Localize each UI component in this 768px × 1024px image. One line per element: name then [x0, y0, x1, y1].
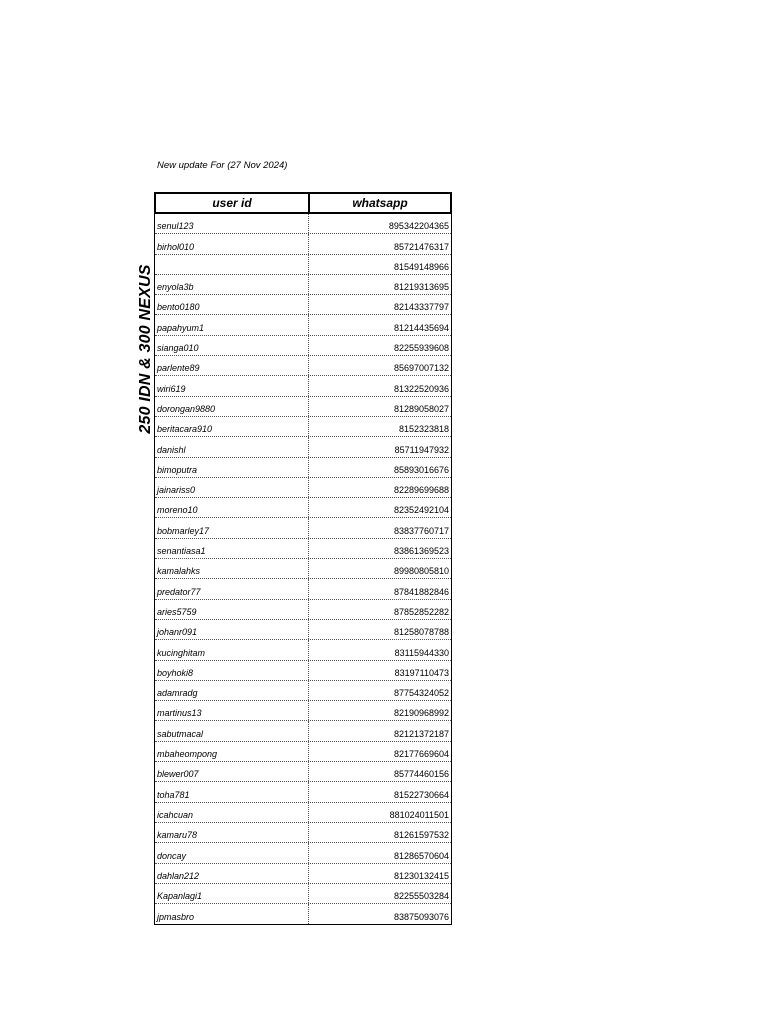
table-row [155, 600, 451, 620]
user-id-cell: dahlan212 [155, 864, 309, 883]
table-row [155, 255, 451, 275]
whatsapp-cell: 83837760717 [393, 525, 449, 536]
user-id-cell: moreno10 [155, 498, 309, 517]
table-row [155, 437, 451, 457]
table-row [155, 742, 451, 762]
user-id-cell: johanr091 [155, 620, 309, 639]
whatsapp-cell: 85697007132 [393, 363, 449, 374]
whatsapp-cell: 81214435694 [393, 322, 449, 333]
whatsapp-cell: 82352492104 [393, 505, 449, 516]
whatsapp-cell: 83115944330 [394, 647, 449, 658]
whatsapp-cell: 82255939608 [393, 343, 449, 354]
whatsapp-cell: 881024011501 [389, 809, 449, 820]
table-row [155, 234, 451, 254]
whatsapp-cell: 82289699688 [393, 485, 449, 496]
whatsapp-cell: 82143337797 [393, 302, 449, 313]
whatsapp-cell: 81286570604 [393, 850, 449, 861]
user-id-cell: bento0180 [155, 295, 309, 314]
user-id-cell: mbaheompong [155, 742, 309, 761]
user-id-cell [155, 255, 309, 274]
whatsapp-cell: 87754324052 [393, 688, 449, 699]
whatsapp-cell: 82255503284 [393, 891, 449, 902]
table-header [154, 192, 452, 214]
user-id-cell: papahyum1 [155, 315, 309, 334]
user-id-cell: doncay [155, 843, 309, 862]
whatsapp-cell: 85711947932 [394, 444, 449, 455]
user-id-cell: martinus13 [155, 701, 309, 720]
user-id-cell: wiri619 [155, 376, 309, 395]
table-row [155, 661, 451, 681]
table-row [155, 762, 451, 782]
table-row [155, 397, 451, 417]
table-row [155, 864, 451, 884]
user-id-cell: dorongan9880 [155, 397, 309, 416]
user-id-cell: toha781 [155, 782, 309, 801]
table-row [155, 417, 451, 437]
whatsapp-cell: 87841882846 [393, 586, 449, 597]
user-id-cell: icahcuan [155, 803, 309, 822]
user-id-cell: bimoputra [155, 458, 309, 477]
table-row [155, 681, 451, 701]
table-row [155, 579, 451, 599]
whatsapp-cell: 895342204365 [388, 221, 449, 232]
table-row [155, 884, 451, 904]
whatsapp-cell: 83197110473 [394, 667, 449, 678]
whatsapp-cell: 81258078788 [393, 627, 449, 638]
table-row [155, 640, 451, 660]
user-id-cell: danishl [155, 437, 309, 456]
table-row [155, 498, 451, 518]
table-row [155, 782, 451, 802]
user-id-cell: enyola3b [155, 275, 309, 294]
user-id-cell: kamalahks [155, 559, 309, 578]
user-id-cell: parlente89 [155, 356, 309, 375]
whatsapp-cell: 83861369523 [393, 546, 449, 557]
table-row [155, 356, 451, 376]
user-id-cell: senantiasa1 [155, 539, 309, 558]
user-id-cell: birhol010 [155, 234, 309, 253]
whatsapp-cell: 89980805810 [393, 566, 449, 577]
table-row [155, 539, 451, 559]
user-id-cell: kamaru78 [155, 823, 309, 842]
whatsapp-cell: 82177669604 [393, 749, 449, 760]
user-id-cell: bobmarley17 [155, 518, 309, 537]
user-id-cell: kucinghitam [155, 640, 309, 659]
whatsapp-cell: 85774460156 [393, 769, 449, 780]
whatsapp-cell: 85893016676 [393, 464, 449, 475]
table-row [155, 315, 451, 335]
whatsapp-cell: 81322520936 [393, 383, 449, 394]
table-row [155, 721, 451, 741]
whatsapp-cell: 81549148966 [393, 261, 449, 272]
table-row [155, 904, 451, 924]
header-whatsapp: whatsapp [352, 196, 408, 210]
table-row [155, 275, 451, 295]
whatsapp-cell: 81219313695 [393, 282, 449, 293]
whatsapp-cell: 83875093076 [393, 912, 449, 923]
user-id-cell: sabutmacal [155, 721, 309, 740]
user-id-cell: aries5759 [155, 600, 309, 619]
side-label: 250 IDN & 300 NEXUS [137, 264, 154, 434]
whatsapp-cell: 81261597532 [393, 830, 449, 841]
whatsapp-cell: 81230132415 [393, 870, 449, 881]
whatsapp-cell: 87852852282 [393, 606, 449, 617]
user-id-cell: jpmasbro [155, 904, 309, 924]
table-row [155, 701, 451, 721]
table-row [155, 376, 451, 396]
table-body [154, 214, 452, 925]
table-row [155, 559, 451, 579]
whatsapp-cell: 82190968992 [393, 708, 449, 719]
table-row [155, 336, 451, 356]
table-row [155, 295, 451, 315]
user-id-cell: senul123 [155, 214, 309, 233]
user-id-cell: Kapanlagi1 [155, 884, 309, 903]
user-id-cell: blewer007 [155, 762, 309, 781]
whatsapp-cell: 8152323818 [398, 424, 449, 435]
user-id-cell: beritacara910 [155, 417, 309, 436]
table-row [155, 478, 451, 498]
table-row [155, 458, 451, 478]
user-id-cell: predator77 [155, 579, 309, 598]
table-row [155, 620, 451, 640]
table-row [155, 823, 451, 843]
user-table [154, 192, 452, 925]
header-user-id: user id [156, 194, 310, 212]
whatsapp-cell: 81522730664 [393, 789, 449, 800]
table-row [155, 518, 451, 538]
table-row [155, 843, 451, 863]
table-row [155, 803, 451, 823]
whatsapp-cell: 81289058027 [393, 403, 449, 414]
whatsapp-cell: 82121372187 [393, 728, 449, 739]
table-row [155, 214, 451, 234]
update-note: New update For (27 Nov 2024) [157, 160, 288, 171]
whatsapp-cell: 85721476317 [393, 241, 449, 252]
user-id-cell: sianga010 [155, 336, 309, 355]
user-id-cell: jainariss0 [155, 478, 309, 497]
user-id-cell: boyhoki8 [155, 661, 309, 680]
user-id-cell: adamradg [155, 681, 309, 700]
